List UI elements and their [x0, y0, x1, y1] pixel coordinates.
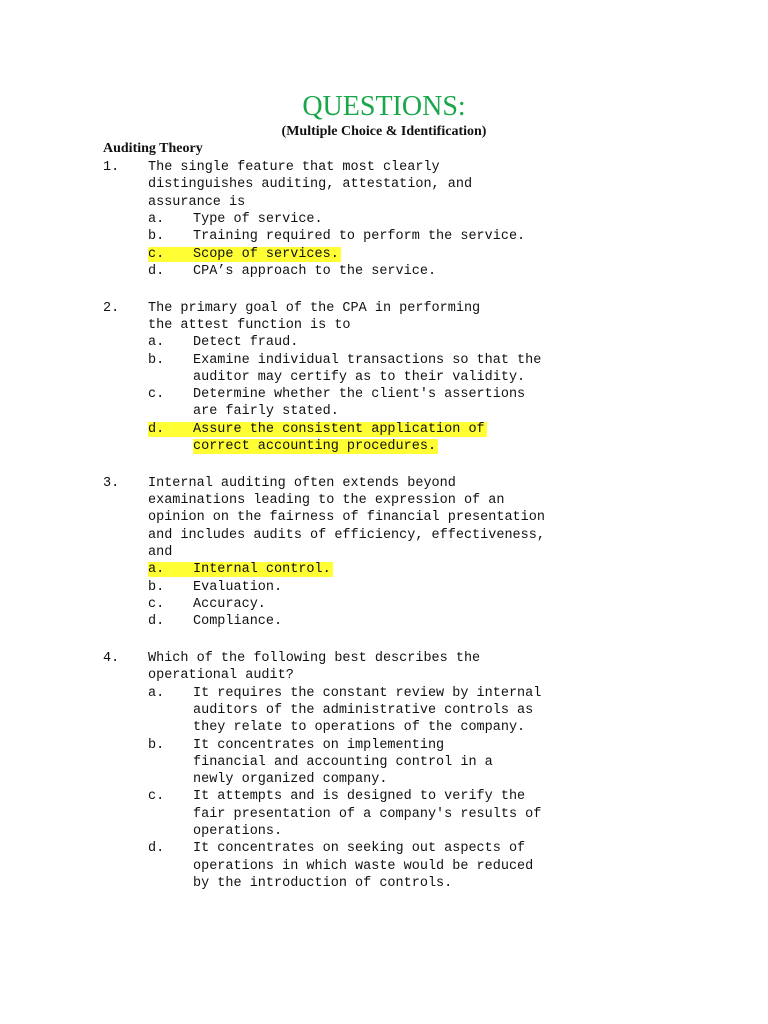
page-subtitle: (Multiple Choice & Identification) — [281, 124, 487, 139]
question-stem-line: The single feature that most clearly — [148, 160, 440, 175]
page-title: QUESTIONS: — [302, 91, 466, 122]
option-text: CPA’s approach to the service. — [193, 263, 437, 279]
option-letter: b. — [148, 737, 165, 753]
option-text: It requires the constant review by internal — [193, 685, 542, 701]
question-stem-line: Which of the following best describes the — [148, 651, 481, 666]
option-text: operations. — [193, 824, 283, 839]
option-text: Detect fraud. — [193, 335, 299, 351]
highlighted-answer: Assure the consistent application of — [193, 421, 485, 437]
option-letter: b. — [148, 229, 165, 245]
question-stem-line: opinion on the fairness of financial presentation — [148, 510, 545, 526]
option-letter: c. — [148, 247, 193, 263]
option-text: Accuracy. — [193, 596, 266, 612]
option-text: they relate to operations of the company. — [193, 720, 526, 736]
option-letter: d. — [148, 841, 165, 857]
option-text: newly organized company. — [193, 772, 388, 788]
question-number: 2. — [103, 300, 120, 316]
option-letter: a. — [148, 211, 165, 227]
question-stem-line: and — [148, 545, 173, 560]
option-letter: b. — [148, 352, 165, 368]
question-number: 3. — [103, 475, 120, 491]
option-letter: c. — [148, 387, 165, 403]
option-letter: c. — [148, 789, 165, 805]
option-letter: d. — [148, 422, 193, 438]
question-stem-line: distinguishes auditing, attestation, and — [148, 177, 473, 193]
option-text: fair presentation of a company's results of — [193, 806, 542, 822]
question-stem-line: The primary goal of the CPA in performing — [148, 300, 481, 316]
section-heading: Auditing Theory — [103, 141, 203, 156]
option-letter: c. — [148, 596, 165, 612]
highlighted-answer: correct accounting procedures. — [193, 439, 437, 454]
option-text: auditor may certify as to their validity. — [193, 369, 526, 385]
option-letter: d. — [148, 614, 165, 630]
option-text: are fairly stated. — [193, 404, 339, 420]
option-text: by the introduction of controls. — [193, 875, 453, 891]
option-text: Type of service. — [193, 211, 323, 227]
option-text: auditors of the administrative controls as — [193, 702, 534, 718]
option-text: Compliance. — [193, 614, 283, 630]
option-letter: a. — [148, 562, 193, 578]
option-letter: a. — [148, 335, 165, 351]
question-stem-line: and includes audits of efficiency, effectiveness, — [148, 527, 545, 543]
option-text: operations in which waste would be reduced — [193, 858, 534, 874]
option-text: It concentrates on implementing — [193, 737, 445, 753]
question-number: 1. — [103, 160, 120, 175]
option-letter: d. — [148, 263, 165, 279]
option-text: It concentrates on seeking out aspects of — [193, 841, 526, 857]
option-text: Evaluation. — [193, 579, 283, 595]
option-text: financial and accounting control in a — [193, 754, 493, 770]
question-stem-line: the attest function is to — [148, 317, 351, 333]
question-stem-line: examinations leading to the expression of an — [148, 493, 505, 509]
option-letter: b. — [148, 579, 165, 595]
option-text: Training required to perform the service. — [193, 229, 526, 245]
highlighted-answer: Scope of services. — [193, 246, 339, 262]
question-stem-line: operational audit? — [148, 668, 294, 684]
question-number: 4. — [103, 651, 120, 666]
highlighted-answer: Internal control. — [193, 562, 331, 578]
question-stem-line: assurance is — [148, 194, 246, 210]
option-text: Determine whether the client's assertions — [193, 387, 526, 403]
option-text: Examine individual transactions so that the — [193, 352, 542, 368]
option-letter: a. — [148, 685, 165, 701]
question-stem-line: Internal auditing often extends beyond — [148, 475, 456, 491]
option-text: It attempts and is designed to verify the — [193, 789, 526, 805]
